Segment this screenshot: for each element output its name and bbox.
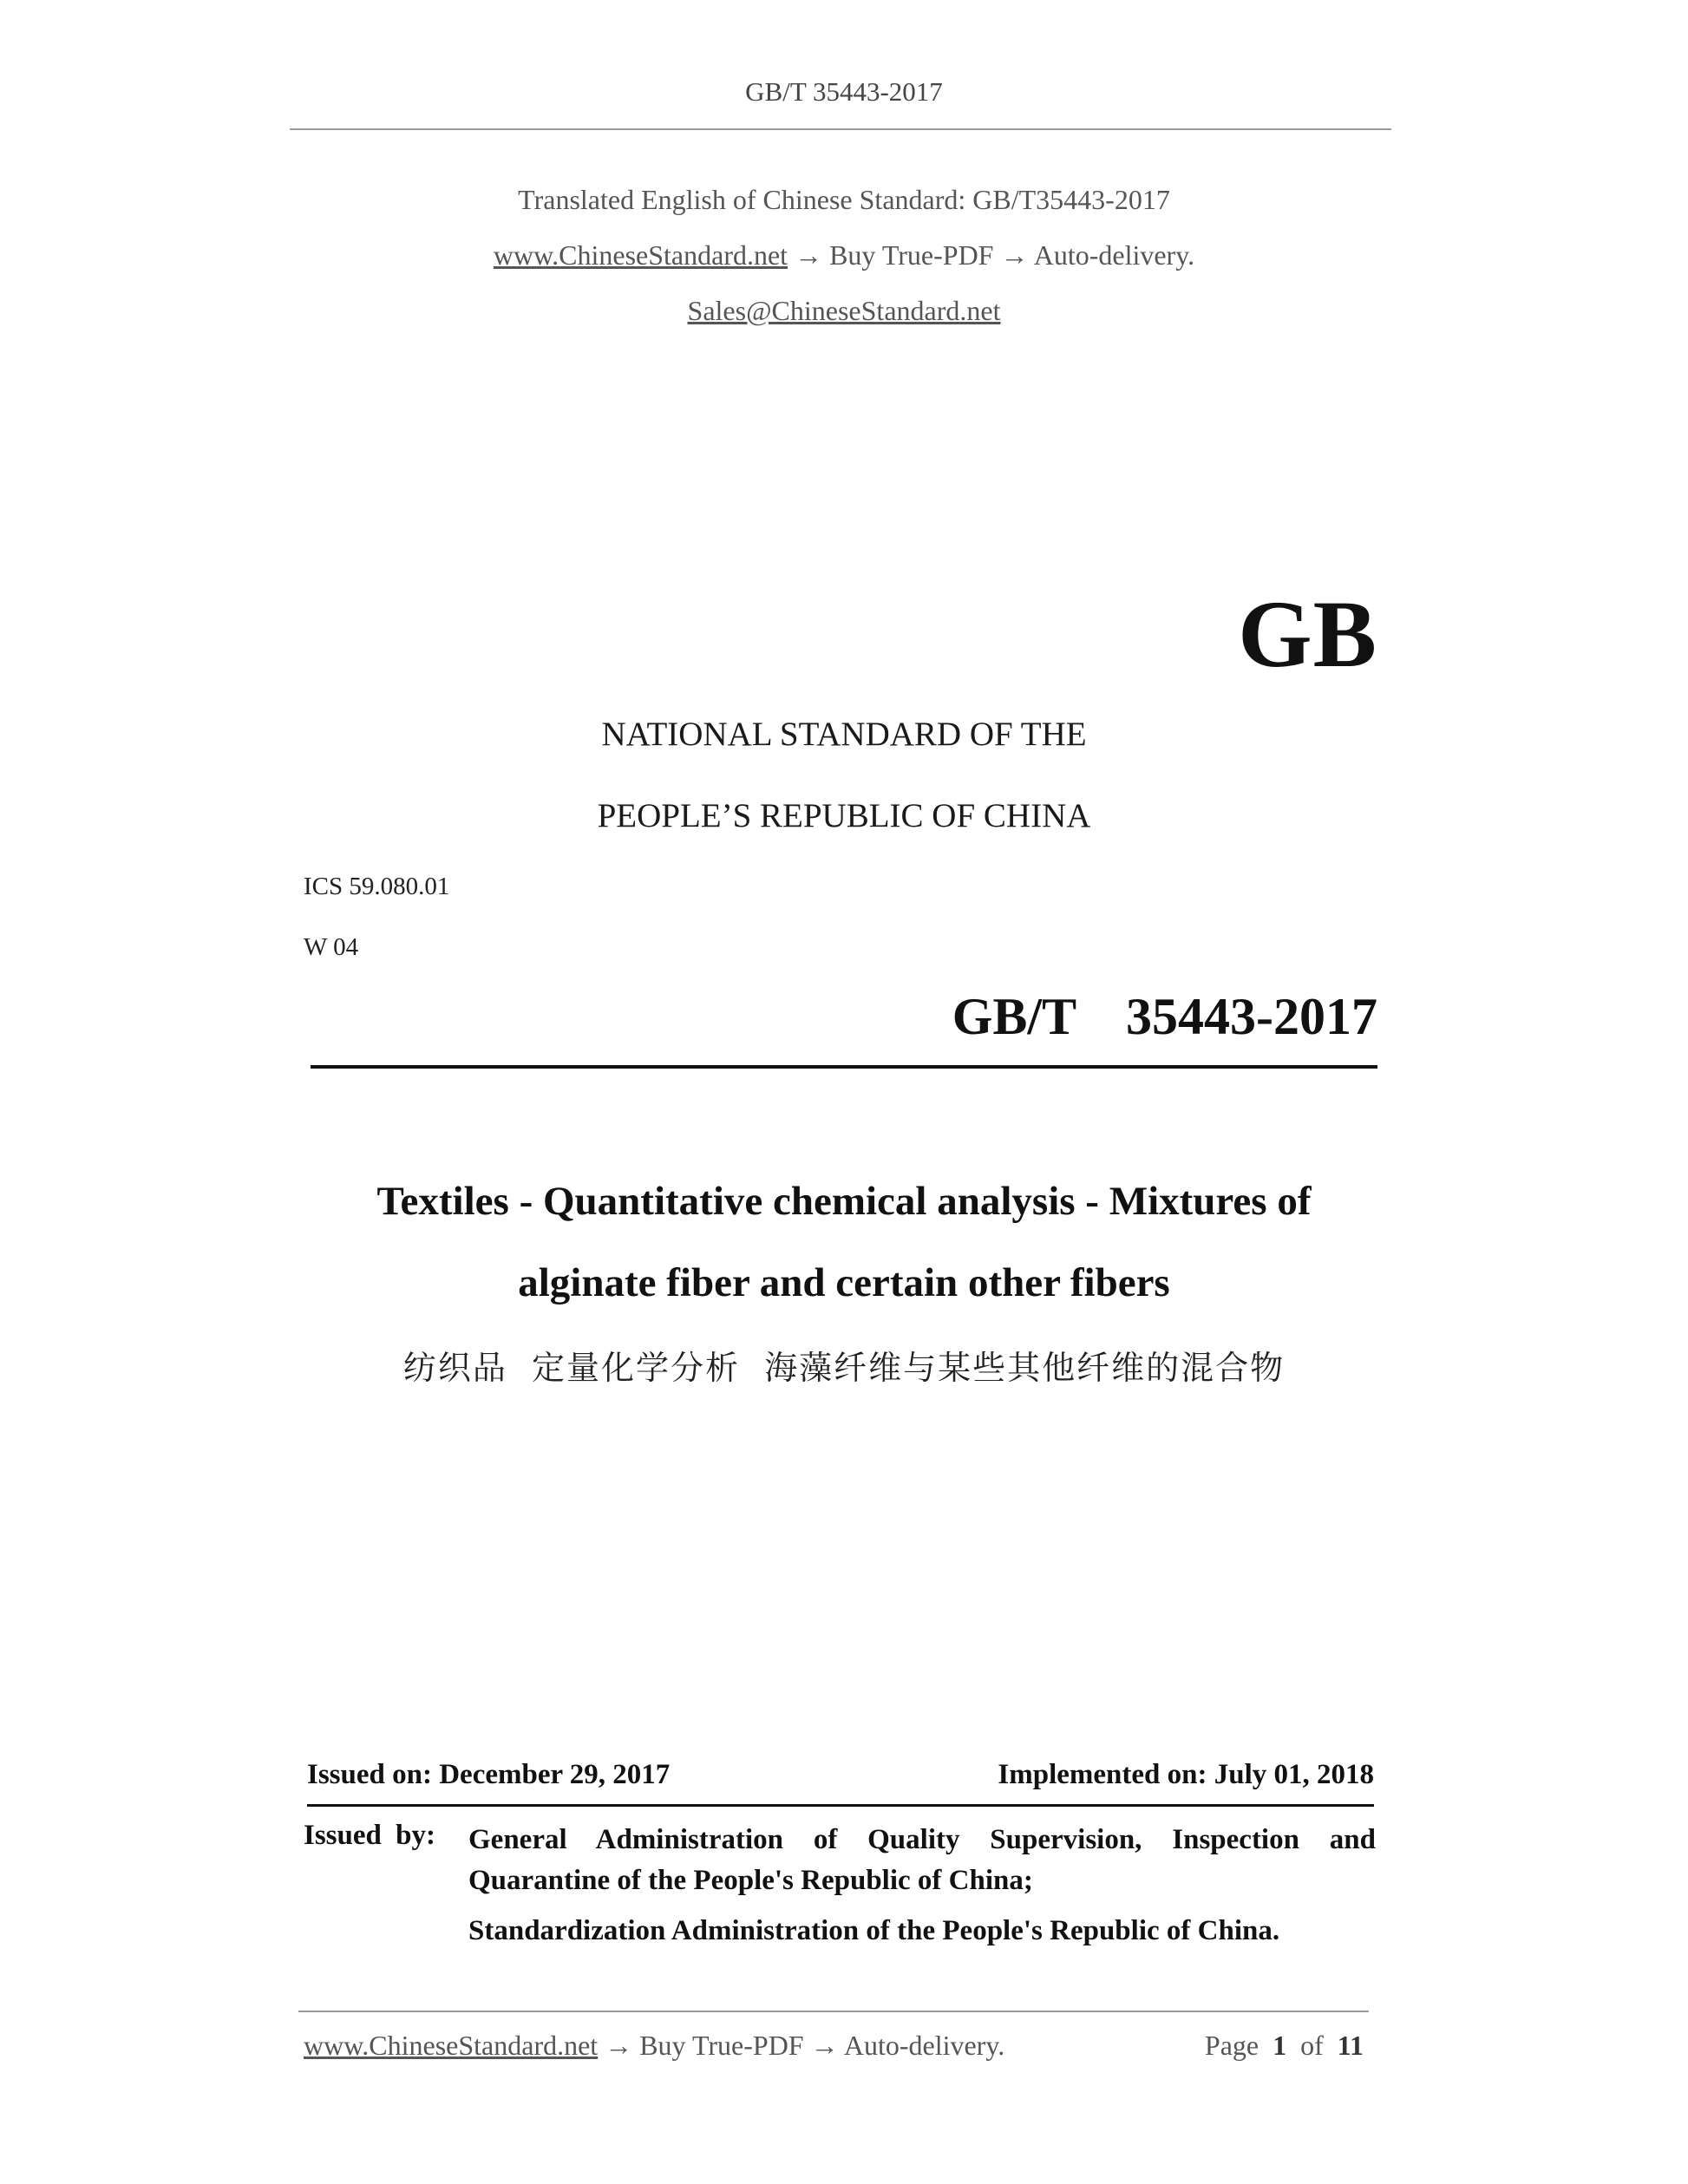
running-header: GB/T 35443-2017	[745, 76, 943, 107]
ics-code: ICS 59.080.01	[304, 873, 450, 900]
footer-promo	[304, 2030, 1004, 2062]
issued-on-date: Issued on: December 29, 2017	[307, 1759, 671, 1790]
promo-email-link[interactable]: Sales@ChineseStandard.net	[687, 295, 1001, 326]
classification-code: W 04	[304, 933, 359, 961]
dates-rule	[307, 1804, 1374, 1807]
promo-buy-text: → Buy True-PDF → Auto-delivery.	[795, 239, 1195, 271]
header-divider	[290, 128, 1391, 130]
implemented-on-date: Implemented on: July 01, 2018	[998, 1759, 1374, 1790]
promo-email-line	[0, 295, 1688, 327]
issuer-1	[468, 1820, 1376, 1901]
page-indicator	[1205, 2030, 1364, 2062]
issuer-1-line-1: General Administration of Quality Supervision, Inspection and	[468, 1824, 1376, 1855]
national-standard-line-1: NATIONAL STANDARD OF THE	[601, 716, 1087, 753]
promo-site-link[interactable]: www.ChineseStandard.net	[493, 239, 788, 271]
promo-title: Translated English of Chinese Standard: GB/T35443-2017	[518, 184, 1170, 215]
gb-mark: GB	[1238, 581, 1377, 687]
footer-divider	[298, 2011, 1369, 2012]
national-standard-line-2: PEOPLE’S REPUBLIC OF CHINA	[597, 797, 1091, 834]
issuer-2: Standardization Administration of the People's Republic of China.	[468, 1915, 1280, 1946]
page-of: of	[1300, 2030, 1324, 2061]
page-current: 1	[1273, 2030, 1287, 2061]
title-en-line-2: alginate fiber and certain other fibers	[518, 1260, 1170, 1305]
footer-buy-text: → Buy True-PDF → Auto-delivery.	[605, 2030, 1005, 2061]
footer-site-link[interactable]: www.ChineseStandard.net	[304, 2030, 599, 2061]
standard-number: GB/T 35443-2017	[952, 988, 1377, 1045]
title-en-line-1: Textiles - Quantitative chemical analysis - Mixtures of	[376, 1179, 1312, 1224]
promo-buy-line	[0, 239, 1688, 271]
issuer-1-line-2: Quarantine of the People's Republic of China;	[468, 1865, 1033, 1896]
page-label: Page	[1204, 2030, 1259, 2061]
standard-number-rule	[311, 1065, 1377, 1069]
issued-by-label: Issued by:	[304, 1820, 435, 1851]
page-total: 11	[1337, 2030, 1364, 2061]
title-zh: 纺织品 定量化学分析 海藻纤维与某些其他纤维的混合物	[402, 1349, 1286, 1387]
